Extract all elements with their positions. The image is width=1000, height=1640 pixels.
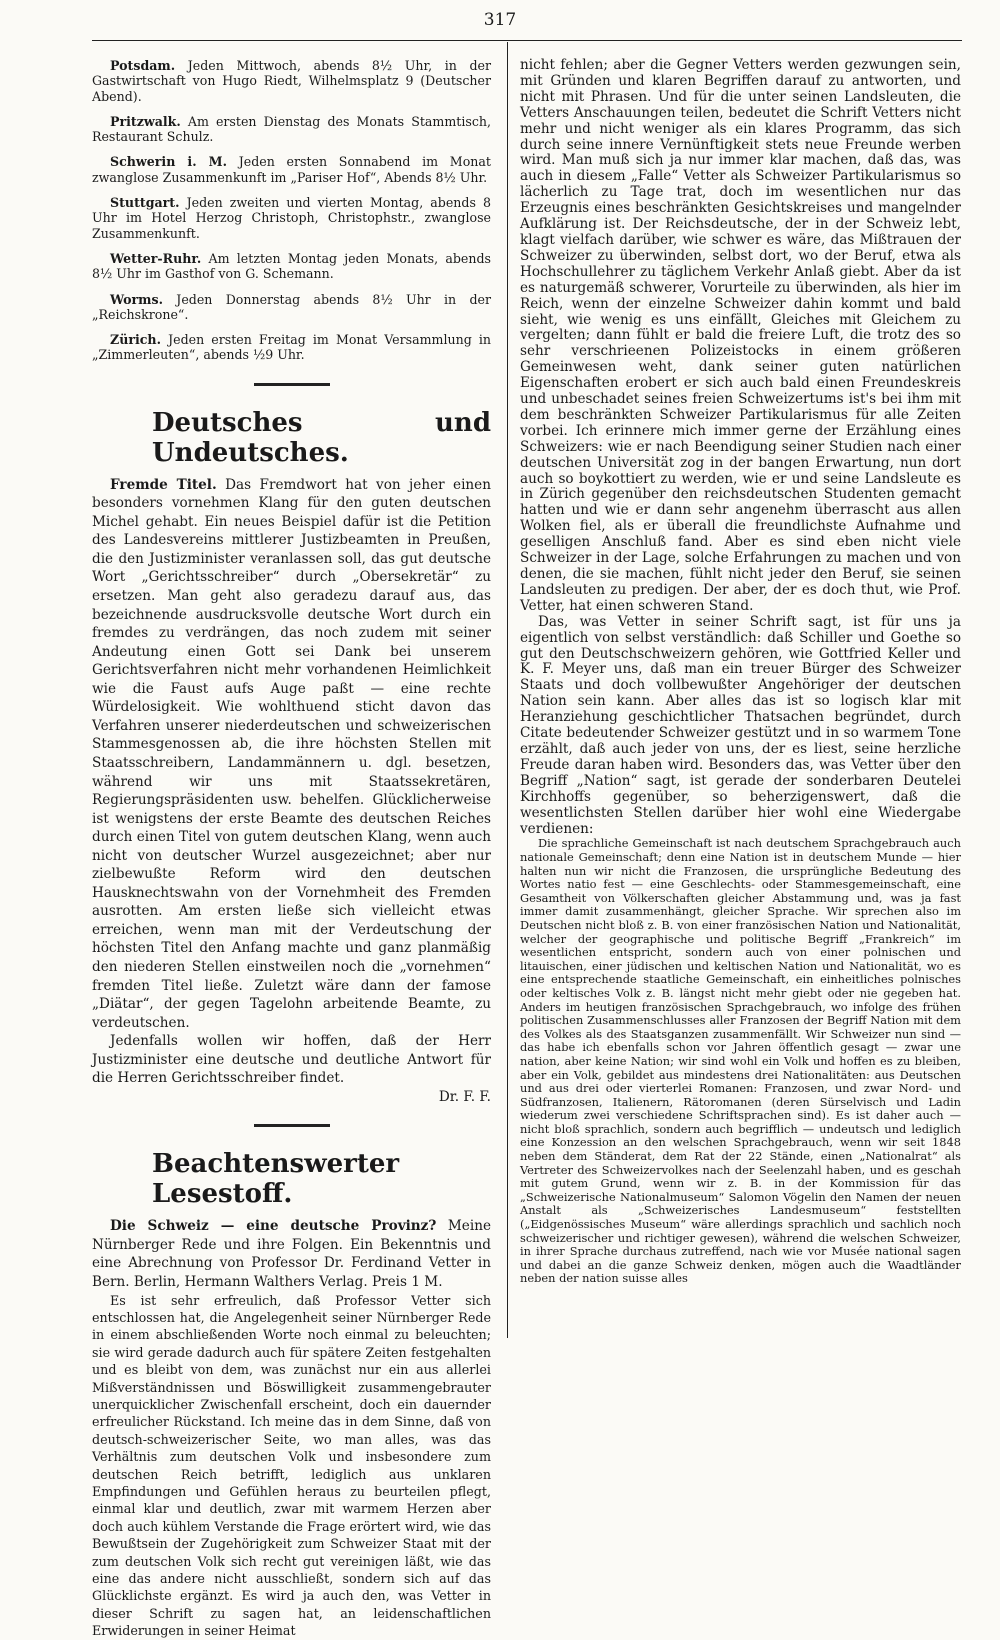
article-paragraph — [92, 476, 491, 1032]
location-text: Jeden Donnerstag abends 8½ Uhr in der „Reichskrone“. — [92, 291, 491, 322]
location-name: Worms. — [110, 291, 163, 307]
left-column — [92, 58, 491, 1640]
article-lead: Fremde Titel. — [110, 476, 217, 493]
article-paragraph: Das, was Vetter in seiner Schrift sagt, ist für uns ja eigentlich von selbst verständlich: daß Schiller und Goethe so gut den Deutschschweizern gehören, wie Gottfried Keller und K. F. Meyer uns, daß man ein treuer Bürger des Schweizer Staats und doch vollbewußter Angehöriger der deutschen Nation sein kann. Aber alles das ist so logisch klar mit Heranziehung geschichtlicher Thatsachen begründet, durch Citate bedeutender Schweizer gestützt und in so warmem Tone erzählt, daß auch jeder von uns, der es liest, seine herzliche Freude daran haben wird. Besonders das, was Vetter über den Begriff „Nation“ sagt, ist gerade der sonderbaren Deutelei Kirchhoffs gegenüber, so beherzigenswert, daß die wesentlichsten Stellen darüber hier wohl eine Wiedergabe verdienen: — [520, 613, 961, 837]
location-text: Jeden ersten Sonnabend im Monat zwanglose Zusammenkunft im „Pariser Hof“, Abends 8½ Uhr. — [92, 154, 491, 185]
column-divider — [507, 42, 508, 1338]
page-number: 317 — [483, 10, 517, 30]
header-rule — [92, 40, 962, 41]
article-fremde-titel — [92, 476, 491, 1107]
location-name: Wetter-Ruhr. — [110, 250, 202, 266]
meeting-entry — [92, 114, 491, 145]
meeting-list — [92, 58, 491, 363]
location-name: Potsdam. — [110, 58, 176, 73]
location-text: Jeden Mittwoch, abends 8½ Uhr, in der Gastwirtschaft von Hugo Riedt, Wilhelmsplatz 9 (Deutscher Abend). — [92, 58, 491, 104]
location-name: Pritzwalk. — [110, 113, 181, 129]
section-separator — [254, 383, 330, 386]
article-signature: Dr. F. F. — [438, 1088, 491, 1105]
meeting-entry — [92, 58, 491, 104]
article-paragraph: Es ist sehr erfreulich, daß Professor Vetter sich entschlossen hat, die Angelegenheit seiner Nürnberger Rede in einem abschließenden Worte noch einmal zu beleuchten; sie wird gerade dadurch auch für spätere Zeiten festgehalten und es bleibt von dem, was zunächst nur ein aus allerlei Mißverständnissen und Böswilligkeit zusammengebrauter unerquicklicher Zwischenfall erscheint, doch ein dauernder erfreulicher Rückstand. Ich meine das in dem Sinne, daß von deutsch-schweizerischer Seite, wo man alles, was das Verhältnis zum deutschen Volk und insbesondere zum deutschen Reich betrifft, lediglich aus unklaren Empfindungen und Gefühlen heraus zu beurteilen pflegt, einmal klar und deutlich, zwar mit warmem Herzen aber doch auch kühlem Verstande die Frage erörtert wird, wie das Bewußtsein der Zugehörigkeit zum Schweizer Staat mit der zum deutschen Volk sich recht gut vereinigen läßt, wie das eine das andere nicht ausschließt, sondern sich auf das Glücklichste ergänzt. Es wird ja auch den, was Vetter in dieser Schrift zu sagen hat, an leidenschaftlichen Erwiderungen in seiner Heimat — [92, 1292, 491, 1639]
book-title: Die Schweiz — eine deutsche Provinz? — [110, 1218, 437, 1235]
article-paragraph: Jedenfalls wollen wir hoffen, daß der Herr Justizminister eine deutsche und deutliche Antwort für die Herren Gerichtsschreiber findet. — [92, 1033, 491, 1087]
right-column — [520, 58, 961, 1286]
article-text: Das Fremdwort hat von jeher einen besonders vornehmen Klang für den guten deutschen Michel gehabt. Ein neues Beispiel dafür ist die Petition des Landesvereins mittlerer Justizbeamten in Preußen, die den Justizminister veranlassen soll, das gut deutsche Wort „Gerichtsschreiber“ durch „Obersekretär“ zu ersetzen. Man geht also geradezu darauf aus, das bezeichnende ausdrucksvolle deutsche Wort durch ein fremdes zu verdrängen, das noch zudem mit seiner Andeutung einen Gott sei Dank bei unserem Gerichtsverfahren nicht mehr vorhandenen Heimlichkeit wie die Faust aufs Auge paßt — eine rechte Würdelosigkeit. Wie wohlthuend sticht davon das Verfahren unserer niederdeutschen und schweizerischen Stammesgenossen ab, die ihre höchsten Stellen mit Staatsschreibern, Landammännern u. dgl. besetzen, während wir uns mit Staatssekretären, Regierungspräsidenten usw. behelfen. Glücklicherweise ist wenigstens der erste Beamte des deutschen Reiches durch einen Titel von gutem deutschen Klang, wenn auch nicht von deutscher Wurzel ausgezeichnet; aber nur zielbewußte Reform wird den deutschen Hausknechtswahn von der Vornehmheit des Fremden ausrotten. Am ersten ließe sich vielleicht etwas erreichen, wenn man mit der Verdeutschung der höchsten Titel den Anfang machte und ganz planmäßig den niederen Stellen einstweilen noch die „vornehmen“ fremden Titel ließe. Zuletzt wäre dann der famose „Diätar“, der gegen Tagelohn arbeitende Beamte, zu verdeutschen. — [92, 476, 491, 1031]
location-text: Jeden ersten Freitag im Monat Versammlung in „Zimmerleuten“, abends ½9 Uhr. — [92, 332, 491, 363]
meeting-entry — [92, 251, 491, 282]
meeting-entry — [92, 292, 491, 323]
location-text: Am ersten Dienstag des Monats Stammtisch, Restaurant Schulz. — [92, 113, 491, 145]
meeting-entry — [92, 332, 491, 363]
section-separator — [254, 1124, 330, 1127]
location-name: Zürich. — [110, 332, 161, 348]
article-lesestoff — [92, 1217, 491, 1639]
location-name: Schwerin i. M. — [110, 154, 228, 170]
article-paragraph: nicht fehlen; aber die Gegner Vetters werden gezwungen sein, mit Gründen und klaren Begriffen darauf zu antworten, und nicht mit Phrasen. Und für die unter seinen Landsleuten, die Vetters Anschauungen teilen, bedeutet die Schrift Vetters nicht mehr und nicht weniger als ein klares Programm, das sich durch seine innere Vernünftigkeit stets neue Freunde werben wird. Man muß sich ja nur immer klar machen, daß das, was auch in diesem „Falle“ Vetter als Schweizer Partikularismus so lächerlich zu Tage trat, doch im wesentlichen nur das Erzeugnis eines beschränkten Gesichtskreises und mangelnder Aufklärung ist. Der Reichsdeutsche, der in der Schweiz lebt, klagt vielfach darüber, wie schwer es wäre, das Mißtrauen der Schweizer zu überwinden, selbst dort, wo der Beruf, etwa als Hochschullehrer zu täglichem Verkehr Anlaß giebt. Aber da ist es naturgemäß schwerer, Vorurteile zu überwinden, als hier im Reich, wenn der einzelne Schweizer dahin kommt und bald sieht, wie wenig es uns einfällt, Gleiches mit Gleichem zu vergelten; dann fühlt er bald die freiere Luft, die trotz des so sehr verschrieenen Polizeistocks in einem größeren Gemeinwesen weht, dank seiner guten natürlichen Eigenschaften erobert er sich auch bald einen Freundeskreis und unbeschadet seines freien Schweizertums ist's bei ihm mit dem beschränkten Schweizer Partikularismus für alle Zeiten vorbei. Ich erinnere mich immer gerne der Erzählung eines Schweizers: wie er nach Beendigung seiner Studien nach einer deutschen Universität zog in der bangen Erwartung, nun dort auch so boykottiert zu werden, wie er und seine Landsleute es in Zürich gegenüber den reichsdeutschen Studenten gemacht hatten und wie er dann sehr angenehm überrascht aus allen Wolken fiel, als er überall die freundlichste Aufnahme und geselligen Anschluß fand. Aber es sind eben nicht viele Schweizer in der Lage, solche Erfahrungen zu machen und von denen, die sie machen, fühlt nicht jeder den Beruf, sie seinen Landsleuten zu predigen. Der aber, der es doch thut, wie Prof. Vetter, hat einen schweren Stand. — [520, 57, 961, 614]
article-continuation — [520, 58, 961, 837]
section-heading-lesestoff: Beachtenswerter Lesestoff. — [152, 1149, 400, 1210]
meeting-entry — [92, 154, 491, 185]
book-details: Meine Nürnberger Rede und ihre Folgen. Ein Bekenntnis und eine Abrechnung von Professor Dr. Ferdinand Vetter in Bern. Berlin, Hermann Walthers Verlag. Preis 1 M. — [92, 1218, 492, 1290]
book-reference — [92, 1217, 491, 1291]
section-heading-deutsches: Deutsches und Undeutsches. — [152, 407, 491, 468]
location-text: Am letzten Montag jeden Monats, abends 8½ Uhr im Gasthof von G. Schemann. — [92, 250, 491, 282]
meeting-entry — [92, 195, 491, 241]
block-quote: Die sprachliche Gemeinschaft ist nach deutschem Sprachgebrauch auch nationale Gemeinschaft; denn eine Nation ist in deutschem Munde — hier halten nun wir nicht die Franzosen, die ursprüngliche Bedeutung des Wortes natio fest — eine Geschlechts- oder Stammesgemeinschaft, eine Gesamtheit von Völkerschaften gleicher Abstammung und, was ja fast immer damit zusammenhängt, gleicher Sprache. Wir sprechen also im Deutschen nicht bloß z. B. von einer französischen Nation und Nationalität, welcher der geographische und politische Begriff „Frankreich“ im wesentlichen entspricht, sondern auch von einer polnischen und litauischen, einer jüdischen und keltischen Nation und Nationalität, wo es eine entsprechende staatliche Gemeinschaft, ein einheitliches polnisches oder keltisches Volk z. B. längst nicht mehr giebt oder nie gegeben hat. Anders im heutigen französischen Sprachgebrauch, wo infolge des frühen politischen Zusammenschlusses aller Franzosen der Begriff Nation mit dem des Volkes als des Staatsganzen zusammenfällt. Wir Schweizer nun sind — das habe ich ebenfalls schon vor Jahren öffentlich gesagt — zwar une nation, aber keine Nation; wir sind wohl ein Volk und hoffen es zu bleiben, aber ein Volk, gebildet aus mindestens drei Nationalitäten: aus Deutschen und aus drei oder vierterlei Romanen: Franzosen, und zwar Nord- und Südfranzosen, Italienern, Rätoromanen (deren Sürselvisch und Ladin wiederum zwei verschiedene Schriftsprachen sind). Es ist daher auch — nicht bloß sprachlich, sondern auch begrifflich — undeutsch und lediglich eine Konzession an den welschen Sprachgebrauch, wenn wir seit 1848 neben dem Ständerat, dem Rat der 22 Stände, einen „Nationalrat“ als Vertreter des Schweizervolkes nach der Seelenzahl haben, und es geschah mit gutem Grund, wenn wir z. B. in der Kommission für das „Schweizerische Nationalmuseum“ Salomon Vögelin den Namen der neuen Anstalt als „Schweizerisches Landesmuseum“ feststellten („Eidgenössisches Museum“ wäre allerdings sprachlich und sachlich noch schweizerischer und richtiger gewesen), während die welschen Schweizer, in ihrer Sprache durchaus zutreffend, nach wie vor Musée national sagen und dabei an die ganze Schweiz denken, mögen auch die Waadtländer neben der nation suisse alles — [520, 836, 961, 1286]
location-name: Stuttgart. — [110, 195, 180, 211]
location-text: Jeden zweiten und vierten Montag, abends 8 Uhr im Hotel Herzog Christoph, Christophstr., zwanglose Zusammenkunft. — [92, 195, 491, 241]
